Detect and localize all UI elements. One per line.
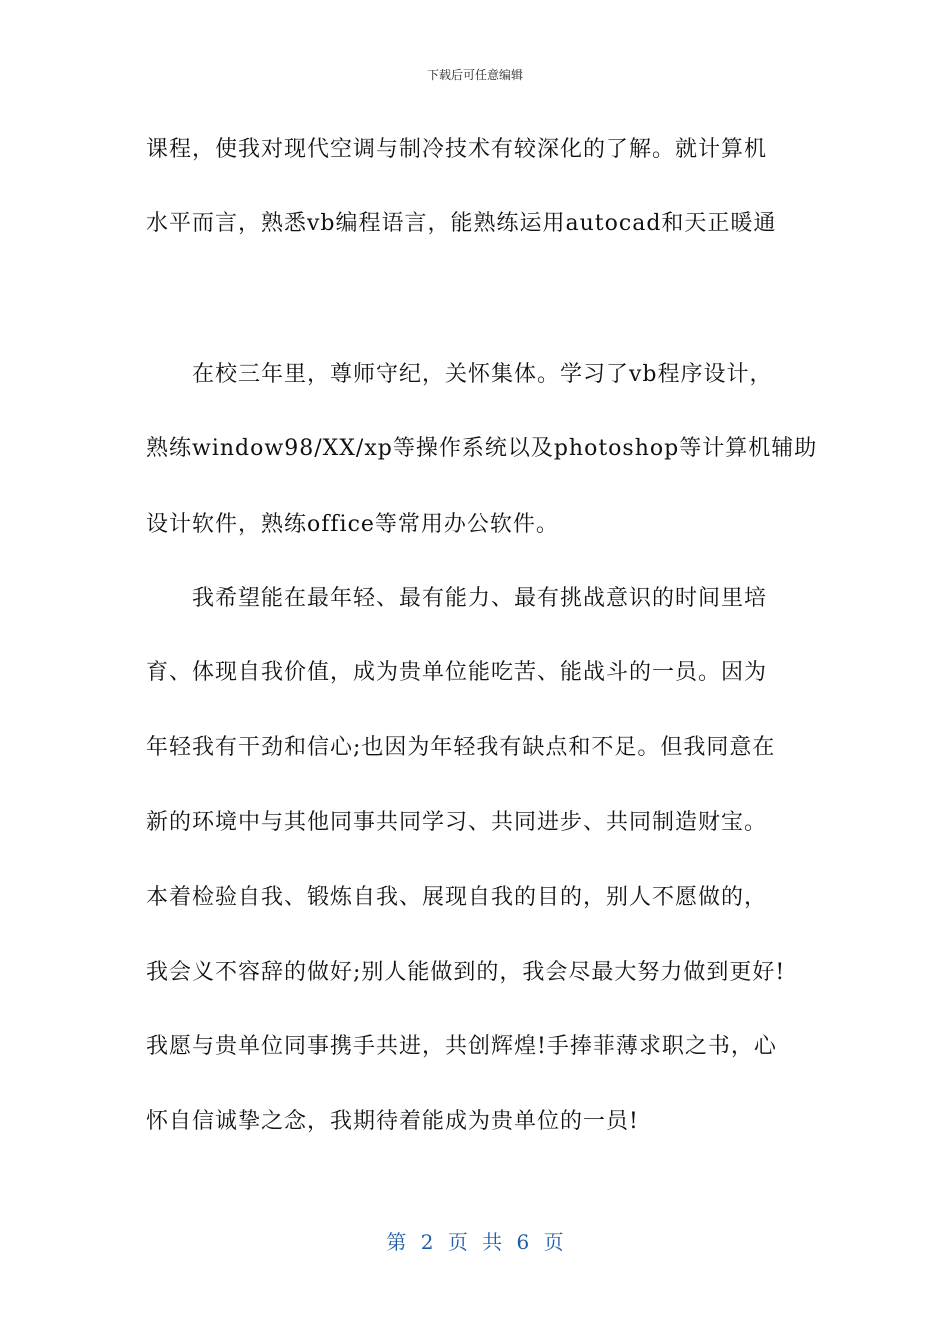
body-line: 本着检验自我、锻炼自我、展现自我的目的，别人不愿做的， [146, 885, 768, 910]
body-line: 年轻我有干劲和信心;也因为年轻我有缺点和不足。但我同意在 [146, 735, 776, 760]
body-line: 我会义不容辞的做好;别人能做到的，我会尽最大努力做到更好! [146, 960, 786, 985]
body-line: 育、体现自我价值，成为贵单位能吃苦、能战斗的一员。因为 [146, 660, 768, 685]
body-line: 我愿与贵单位同事携手共进，共创辉煌!手捧菲薄求职之书，心 [146, 1034, 777, 1059]
body-line: 课程，使我对现代空调与制冷技术有较深化的了解。就计算机 [146, 137, 768, 162]
page-number-footer: 第 2 页 共 6 页 [386, 1230, 564, 1254]
body-line: 在校三年里，尊师守纪，关怀集体。学习了vb程序设计， [192, 362, 773, 387]
page-header: 下载后可任意编辑 [426, 68, 523, 82]
body-line: 水平而言，熟悉vb编程语言，能熟练运用autocad和天正暖通 [146, 211, 777, 236]
body-line: 我希望能在最年轻、最有能力、最有挑战意识的时间里培 [192, 586, 768, 611]
body-line: 设计软件，熟练office等常用办公软件。 [146, 512, 559, 537]
body-line: 怀自信诚挚之念，我期待着能成为贵单位的一员! [146, 1109, 639, 1134]
body-line: 新的环境中与其他同事共同学习、共同进步、共同制造财宝。 [146, 810, 768, 835]
body-line: 熟练window98/XX/xp等操作系统以及photoshop等计算机辅助 [146, 436, 818, 461]
